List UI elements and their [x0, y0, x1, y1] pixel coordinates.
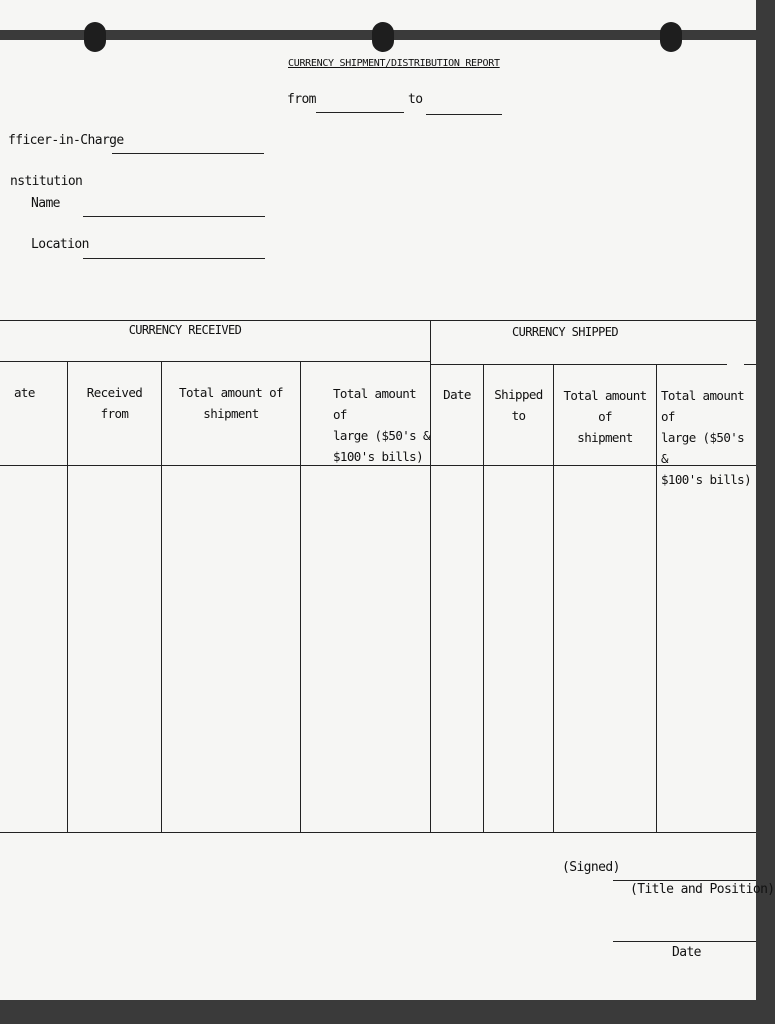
currency-shipped-title: CURRENCY SHIPPED: [512, 325, 618, 339]
signed-label: (Signed): [562, 860, 620, 875]
from-date-line: [316, 112, 404, 113]
date-label: Date: [672, 945, 701, 960]
table-bottom-border: [0, 832, 756, 833]
col-header-total-received: Total amount of shipment: [179, 385, 283, 421]
col-divider-2: [161, 361, 162, 833]
table-top-border: [0, 320, 756, 321]
officer-in-charge-line: [112, 153, 264, 154]
institution-name-line: [83, 216, 265, 217]
col-header-total-shipped: Total amount of shipment: [563, 388, 647, 445]
col-header-received-from: Received from: [86, 385, 143, 421]
col-header-date-shipped: Date: [443, 387, 471, 402]
binder-ring-left: [84, 22, 106, 52]
currency-received-title: CURRENCY RECEIVED: [128, 323, 242, 337]
to-label: to: [408, 92, 423, 107]
col-header-shipped-to: Shipped to: [494, 387, 543, 423]
signature-line: [613, 880, 756, 881]
received-subheader-border: [0, 361, 431, 362]
institution-label: nstitution: [10, 174, 83, 189]
col-header-large-shipped: Total amount of large ($50's & $100's bills): [661, 388, 752, 487]
binder-ring-right: [660, 22, 682, 52]
col-header-large-received: Total amount of large ($50's & $100's bills): [333, 386, 430, 464]
officer-in-charge-label: fficer-in-Charge: [8, 133, 124, 148]
col-divider-5: [483, 364, 484, 833]
location-line: [83, 258, 265, 259]
shipped-subheader-border-tail: [744, 364, 756, 365]
from-label: from: [287, 92, 316, 107]
to-date-line: [426, 114, 502, 115]
shipped-subheader-border: [431, 364, 727, 365]
col-header-date-received: ate: [14, 385, 35, 400]
form-title: CURRENCY SHIPMENT/DISTRIBUTION REPORT: [288, 58, 500, 69]
col-divider-1: [67, 361, 68, 833]
col-divider-7: [656, 364, 657, 833]
institution-name-label: Name: [31, 196, 60, 211]
title-position-label: (Title and Position): [630, 882, 775, 897]
binder-ring-center: [372, 22, 394, 52]
location-label: Location: [31, 237, 89, 252]
date-line: [613, 941, 756, 942]
